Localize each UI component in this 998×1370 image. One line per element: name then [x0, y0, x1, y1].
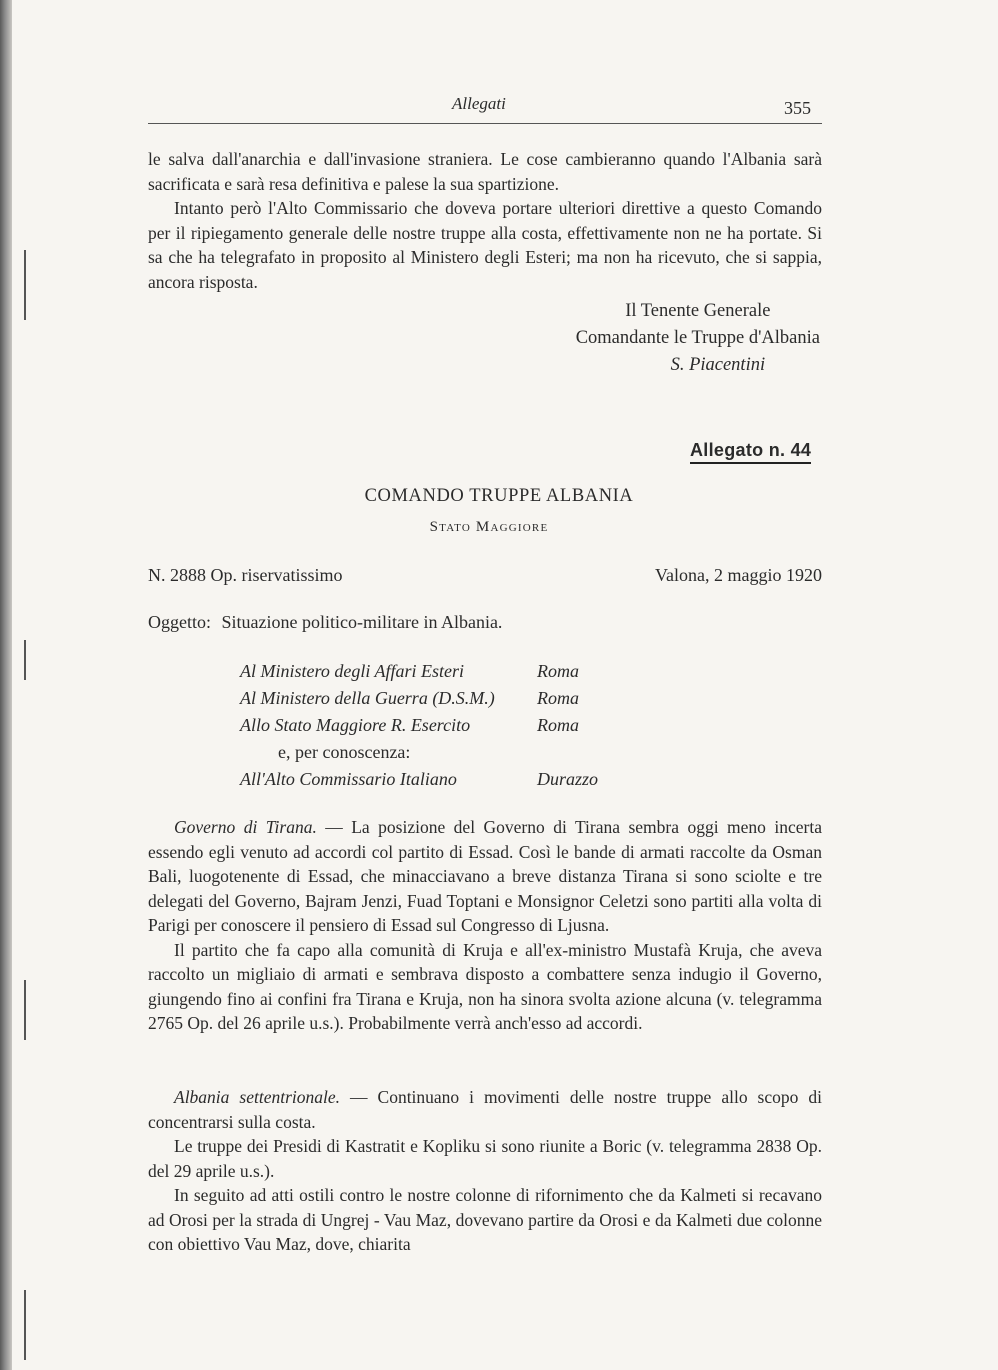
cc-label: e, per conoscenza: [278, 742, 411, 762]
recipient-city: Roma [537, 715, 579, 735]
recipient-name: All'Alto Commissario Italiano [240, 769, 457, 789]
header-rule [148, 123, 822, 124]
section-text: — Continuano i movimenti delle nostre truppe allo scopo di concentrarsi sulla costa. [148, 1087, 822, 1132]
annex-label: Allegato n. 44 [690, 440, 811, 464]
section-north [148, 1085, 822, 1257]
section-text: — La posizione del Governo di Tirana sembra oggi meno incerta essendo egli venuto ad accordi col partito di Essad. Così le bande di armati raccolte da Osman Bali, luogotenente di Essad, che minacciavano a breve distanza Tirana si sono sciolte e tre delegati del Governo, Bajram Jenzi, Fuad Toptani e Monsignor Celetzi sono partiti alla volta di Parigi per conoscere il pensiero di Essad sul Congresso di Ljusna. [148, 817, 822, 935]
subject-line [148, 612, 502, 633]
section-tirana [148, 815, 822, 1036]
section-paragraph: Il partito che fa capo alla comunità di Kruja e all'ex-ministro Mustafà Kruja, che aveva raccolto un migliaio di armati e sembrava disposto a combattere senza indugio il Governo, giungendo fino ai confini fra Tirana e Kruja, non ha sinora svolta azione alcuna (v. telegramma 2765 Op. del 26 aprile u.s.). Probabilmente verrà anch'esso ad accordi. [148, 939, 822, 1033]
signature-block [576, 298, 820, 379]
section-paragraph [148, 1085, 822, 1134]
section-paragraph: In seguito ad atti ostili contro le nostre colonne di rifornimento che da Kalmeti si recavano ad Orosi per la strada di Ungrej - Vau Maz, dovevano partire da Orosi e da Kalmeti due colonne con obiettivo Vau Maz, dove, chiarita [148, 1185, 822, 1254]
recipient-city: Durazzo [537, 769, 599, 789]
issuing-office: Stato Maggiore [429, 519, 549, 535]
continuation-text [148, 147, 822, 294]
section-heading: Albania settentrionale. [174, 1087, 341, 1107]
section-paragraph [148, 815, 822, 938]
section-heading: Governo di Tirana. [174, 817, 317, 837]
protocol-number: N. 2888 Op. riservatissimo [148, 565, 343, 585]
section-paragraph: Le truppe dei Presidi di Kastratit e Kopliku si sono riunite a Boric (v. telegramma 2838 Op. del 29 aprile u.s.). [148, 1136, 822, 1181]
continuation-paragraph: Intanto però l'Alto Commissario che doveva portare ulteriori direttive a questo Comando per il ripiegamento generale delle nostre truppe alla costa, effettivamente non ne ha portate. Si sa che ha telegrafato in proposito al Ministero degli Esteri; ma non ha ricevuto, che si sappia, ancora risposta. [148, 198, 822, 292]
recipient-name: Allo Stato Maggiore R. Esercito [240, 715, 471, 735]
continuation-paragraph: le salva dall'anarchia e dall'invasione straniera. Le cose cambieranno quando l'Albania sarà sacrificata e sarà resa definitiva e palese la sua spartizione. [148, 149, 822, 194]
recipient-city: Roma [537, 688, 579, 708]
recipient-city: Roma [537, 661, 579, 681]
recipient-name: Al Ministero della Guerra (D.S.M.) [240, 688, 495, 708]
running-title: Allegati [452, 94, 506, 113]
page-number: 355 [784, 98, 811, 118]
signature-rank: Il Tenente Generale [625, 301, 771, 321]
subject-label: Oggetto: [148, 612, 211, 632]
signature-title: Comandante le Truppe d'Albania [575, 328, 820, 348]
date-place: Valona, 2 maggio 1920 [655, 565, 822, 585]
issuing-command: COMANDO TRUPPE ALBANIA [364, 486, 634, 506]
recipient-name: Al Ministero degli Affari Esteri [240, 661, 464, 681]
signature-name: S. Piacentini [670, 355, 766, 375]
subject-text: Situazione politico-militare in Albania. [221, 612, 503, 632]
